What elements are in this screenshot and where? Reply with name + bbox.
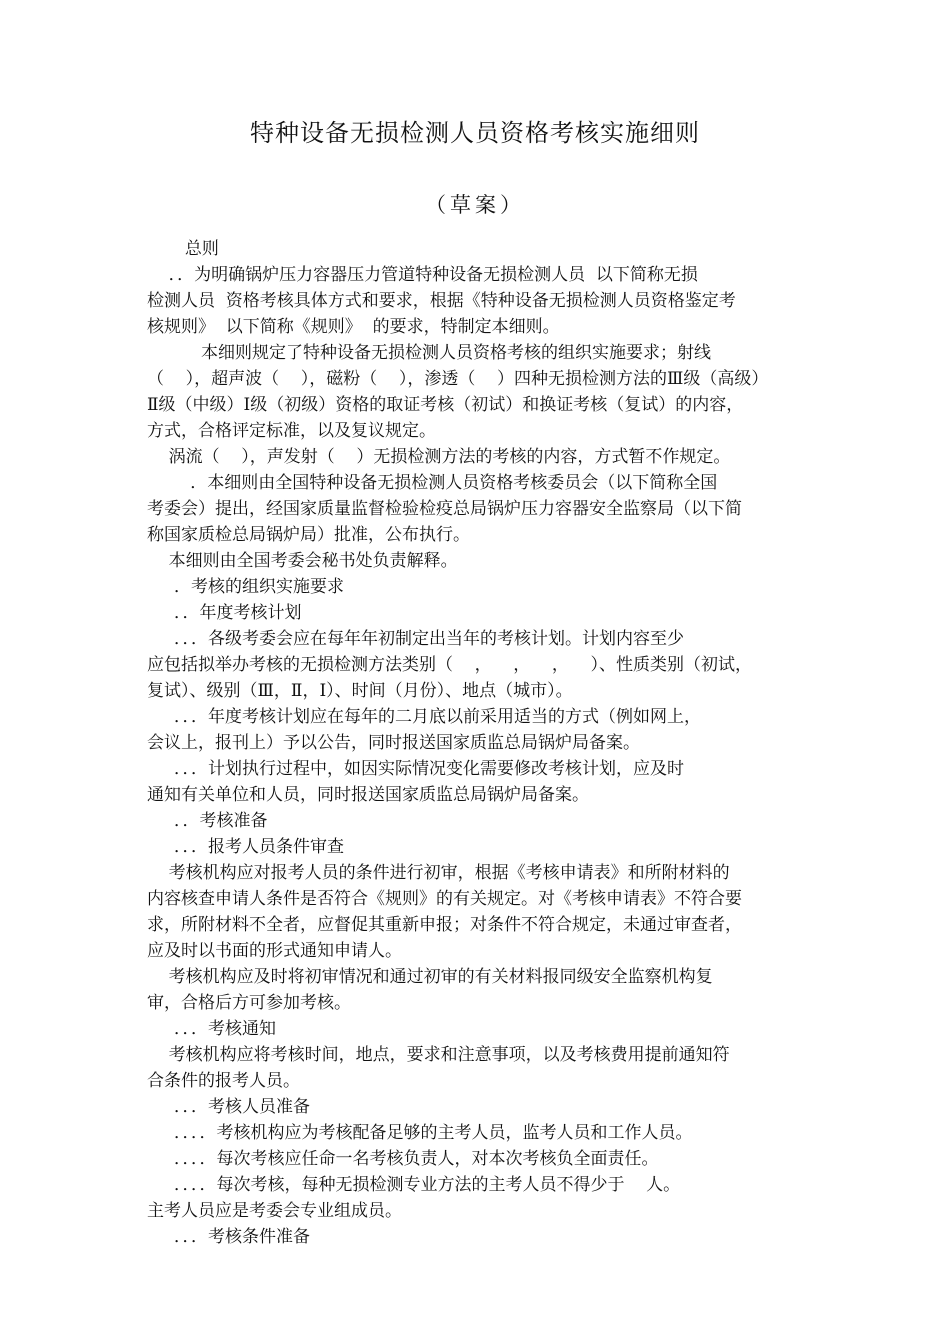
text-line: ．．考核准备 xyxy=(147,811,268,831)
text-line: 内容核查申请人条件是否符合《规则》的有关规定。对《考核申请表》不符合要 xyxy=(147,889,742,909)
text-line: 主考人员应是考委会专业组成员。 xyxy=(147,1201,402,1221)
text-line: Ⅱ级（中级）Ⅰ级（初级）资格的取证考核（初试）和换证考核（复试）的内容， xyxy=(147,395,744,415)
text-line: 会议上，报刊上）予以公告，同时报送国家质监总局锅炉局备案。 xyxy=(147,733,640,753)
text-line: 总则 xyxy=(147,239,219,259)
document-body xyxy=(147,236,809,1250)
text-line: （ ），超声波（ ），磁粉（ ），渗透（ ）四种无损检测方法的Ⅲ级（高级） xyxy=(147,369,769,389)
text-line: ．．年度考核计划 xyxy=(147,603,302,623)
document-title: 特种设备无损检测人员资格考核实施细则 xyxy=(250,119,700,147)
text-line: 审，合格后方可参加考核。 xyxy=(147,993,351,1013)
text-line: ．．．．每次考核，每种无损检测专业方法的主考人员不得少于 人。 xyxy=(147,1175,681,1195)
text-line: 合条件的报考人员。 xyxy=(147,1071,300,1091)
text-line: 考核机构应及时将初审情况和通过初审的有关材料报同级安全监察机构复 xyxy=(147,967,713,987)
text-line: ．．．报考人员条件审查 xyxy=(147,837,345,857)
text-line: ．．．考核条件准备 xyxy=(147,1227,311,1247)
text-line: 通知有关单位和人员，同时报送国家质监总局锅炉局备案。 xyxy=(147,785,589,805)
text-line: 考核机构应将考核时间，地点，要求和注意事项，以及考核费用提前通知符 xyxy=(147,1045,730,1065)
text-line: ．．．考核人员准备 xyxy=(147,1097,311,1117)
text-line: 复试）、级别（Ⅲ，Ⅱ，Ⅰ）、时间（月份）、地点（城市）。 xyxy=(147,681,573,701)
document-subtitle: （草案） xyxy=(425,193,525,217)
text-line: 检测人员 资格考核具体方式和要求，根据《特种设备无损检测人员资格鉴定考 xyxy=(147,291,736,311)
text-line: ．．．计划执行过程中，如因实际情况变化需要修改考核计划，应及时 xyxy=(147,759,685,779)
text-line: ．考核的组织实施要求 xyxy=(147,577,345,597)
text-line: 应包括拟举办考核的无损检测方法类别（ ， ， ， ）、性质类别（初试， xyxy=(147,655,752,675)
text-line: 核规则》 以下简称《规则》 的要求，特制定本细则。 xyxy=(147,317,560,337)
text-line: 本细则规定了特种设备无损检测人员资格考核的组织实施要求；射线 xyxy=(147,343,712,363)
text-line: 涡流（ ），声发射（ ）无损检测方法的考核的内容，方式暂不作规定。 xyxy=(147,447,731,467)
text-line: ．．．．考核机构应为考核配备足够的主考人员，监考人员和工作人员。 xyxy=(147,1123,693,1143)
text-line: ．．．各级考委会应在每年年初制定出当年的考核计划。计划内容至少 xyxy=(147,629,685,649)
text-line: 方式，合格评定标准，以及复议规定。 xyxy=(147,421,436,441)
text-line: 考委会）提出，经国家质量监督检验检疫总局锅炉压力容器安全监察局（以下简 xyxy=(147,499,742,519)
text-line: ．．．年度考核计划应在每年的二月底以前采用适当的方式（例如网上， xyxy=(147,707,702,727)
text-line: 求，所附材料不全者，应督促其重新申报；对条件不符合规定，未通过审查者， xyxy=(147,915,742,935)
text-line: ．．为明确锅炉压力容器压力管道特种设备无损检测人员 以下简称无损 xyxy=(147,265,698,285)
text-line: ．本细则由全国特种设备无损检测人员资格考核委员会（以下简称全国 xyxy=(147,473,718,493)
text-line: 称国家质检总局锅炉局）批准，公布执行。 xyxy=(147,525,470,545)
text-line: 本细则由全国考委会秘书处负责解释。 xyxy=(147,551,458,571)
text-line: 应及时以书面的形式通知申请人。 xyxy=(147,941,402,961)
text-line: ．．．考核通知 xyxy=(147,1019,277,1039)
text-line: 考核机构应对报考人员的条件进行初审，根据《考核申请表》和所附材料的 xyxy=(147,863,730,883)
text-line: ．．．．每次考核应任命一名考核负责人，对本次考核负全面责任。 xyxy=(147,1149,659,1169)
